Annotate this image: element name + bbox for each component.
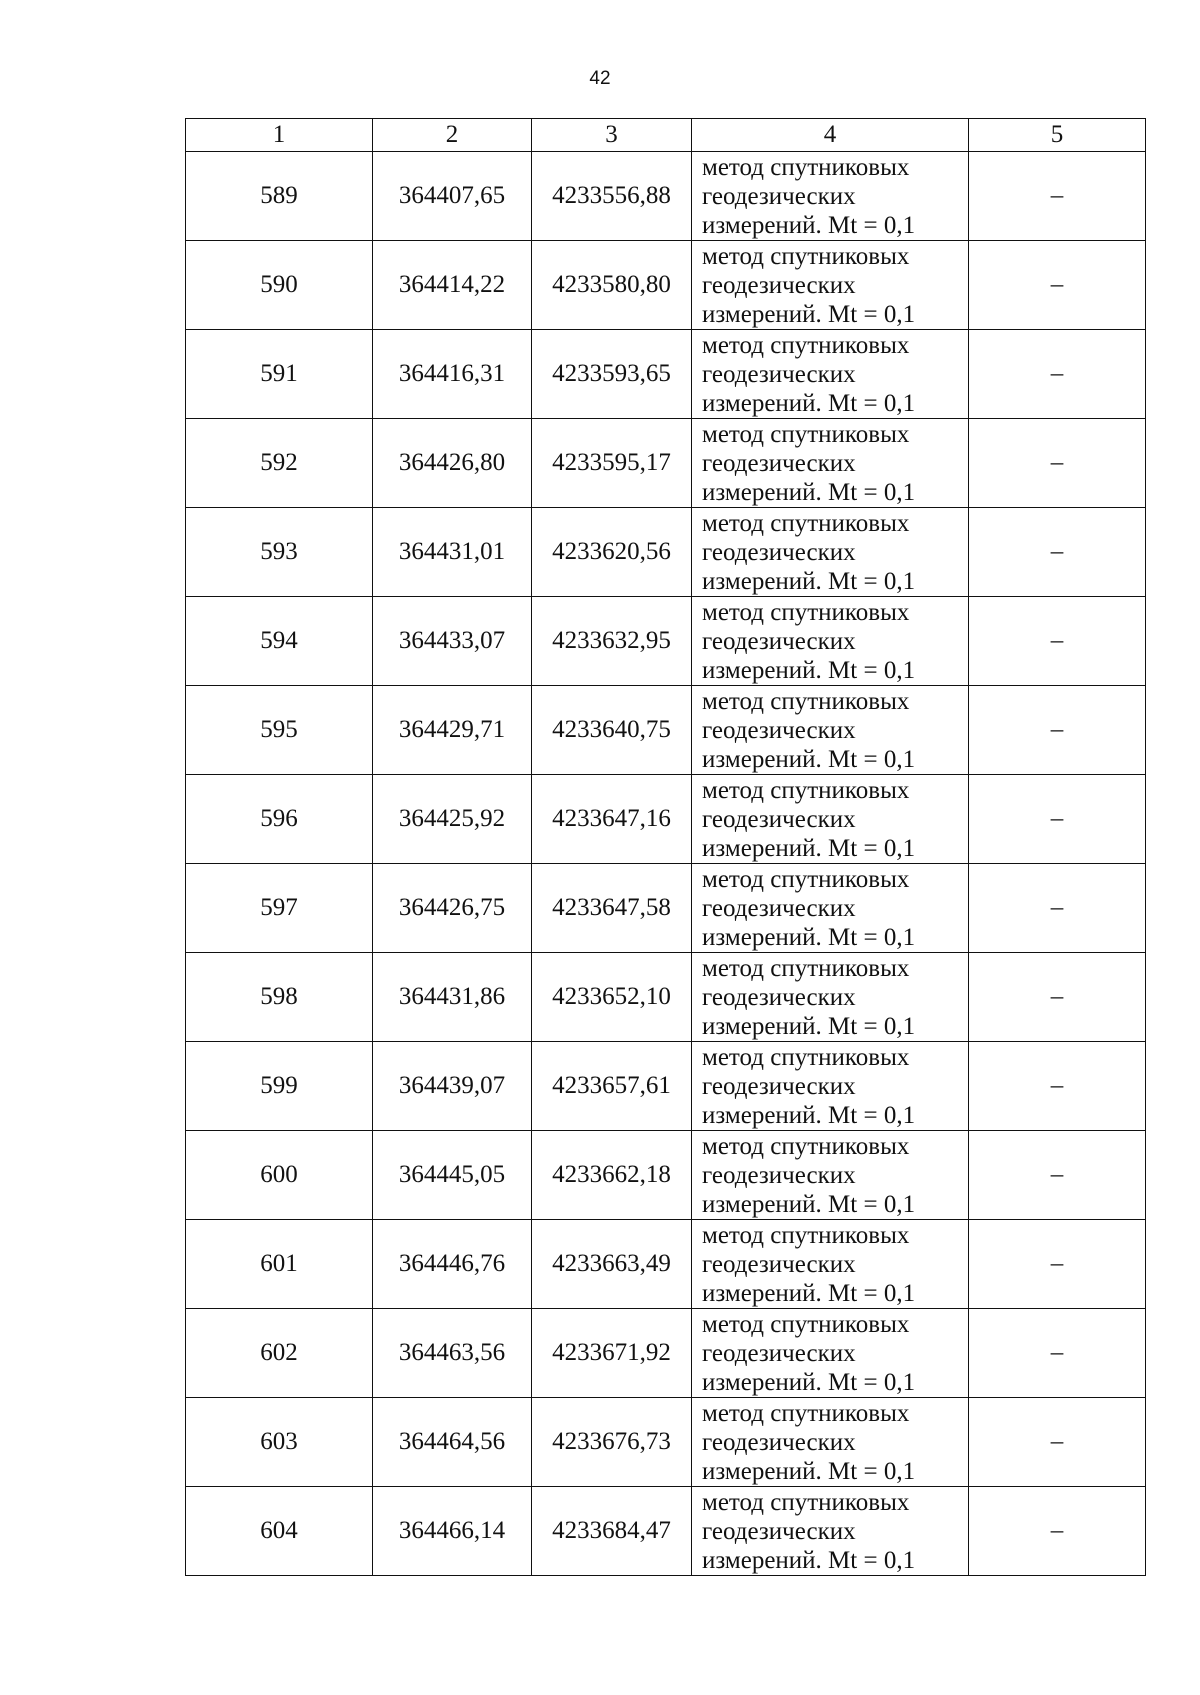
column-header-2: 2 bbox=[373, 119, 532, 152]
method-line: метод спутниковых bbox=[702, 1488, 910, 1516]
method-line: геодезических bbox=[702, 1339, 856, 1367]
x-coordinate-cell: 364445,05 bbox=[373, 1131, 532, 1220]
table-row bbox=[186, 508, 1146, 597]
x-coordinate-cell: 364429,71 bbox=[373, 686, 532, 775]
method-cell bbox=[692, 1309, 969, 1398]
method-line: геодезических bbox=[702, 805, 856, 833]
point-number-cell: 594 bbox=[186, 597, 373, 686]
method-line: измерений. Mt = 0,1 bbox=[702, 1012, 916, 1040]
method-cell bbox=[692, 241, 969, 330]
method-line: метод спутниковых bbox=[702, 1221, 910, 1249]
method-line: метод спутниковых bbox=[702, 598, 910, 626]
x-coordinate-cell: 364433,07 bbox=[373, 597, 532, 686]
note-cell: – bbox=[969, 1042, 1146, 1131]
method-line: измерений. Mt = 0,1 bbox=[702, 389, 916, 417]
note-cell: – bbox=[969, 508, 1146, 597]
method-line: геодезических bbox=[702, 1428, 856, 1456]
method-line: метод спутниковых bbox=[702, 865, 910, 893]
point-number-cell: 597 bbox=[186, 864, 373, 953]
note-cell: – bbox=[969, 686, 1146, 775]
note-cell: – bbox=[969, 775, 1146, 864]
method-line: измерений. Mt = 0,1 bbox=[702, 478, 916, 506]
method-line: измерений. Mt = 0,1 bbox=[702, 834, 916, 862]
method-line: геодезических bbox=[702, 716, 856, 744]
method-cell bbox=[692, 508, 969, 597]
point-number-cell: 599 bbox=[186, 1042, 373, 1131]
method-line: метод спутниковых bbox=[702, 954, 910, 982]
method-line: геодезических bbox=[702, 894, 856, 922]
method-cell bbox=[692, 597, 969, 686]
header-row bbox=[186, 119, 1146, 152]
method-line: измерений. Mt = 0,1 bbox=[702, 1190, 916, 1218]
note-cell: – bbox=[969, 419, 1146, 508]
point-number-cell: 604 bbox=[186, 1487, 373, 1576]
method-line: метод спутниковых bbox=[702, 1043, 910, 1071]
method-line: геодезических bbox=[702, 182, 856, 210]
y-coordinate-cell: 4233663,49 bbox=[532, 1220, 692, 1309]
point-number-cell: 593 bbox=[186, 508, 373, 597]
x-coordinate-cell: 364416,31 bbox=[373, 330, 532, 419]
method-line: геодезических bbox=[702, 360, 856, 388]
method-line: измерений. Mt = 0,1 bbox=[702, 1457, 916, 1485]
note-cell: – bbox=[969, 152, 1146, 241]
method-cell bbox=[692, 1131, 969, 1220]
method-line: метод спутниковых bbox=[702, 1132, 910, 1160]
method-cell bbox=[692, 1042, 969, 1131]
x-coordinate-cell: 364431,01 bbox=[373, 508, 532, 597]
method-line: геодезических bbox=[702, 983, 856, 1011]
y-coordinate-cell: 4233580,80 bbox=[532, 241, 692, 330]
y-coordinate-cell: 4233657,61 bbox=[532, 1042, 692, 1131]
note-cell: – bbox=[969, 1309, 1146, 1398]
x-coordinate-cell: 364414,22 bbox=[373, 241, 532, 330]
method-line: измерений. Mt = 0,1 bbox=[702, 1546, 916, 1574]
table-row bbox=[186, 953, 1146, 1042]
y-coordinate-cell: 4233676,73 bbox=[532, 1398, 692, 1487]
x-coordinate-cell: 364463,56 bbox=[373, 1309, 532, 1398]
method-line: метод спутниковых bbox=[702, 420, 910, 448]
method-cell bbox=[692, 864, 969, 953]
table-row bbox=[186, 1487, 1146, 1576]
method-line: геодезических bbox=[702, 271, 856, 299]
note-cell: – bbox=[969, 330, 1146, 419]
x-coordinate-cell: 364431,86 bbox=[373, 953, 532, 1042]
coordinates-table bbox=[185, 118, 1146, 1576]
point-number-cell: 595 bbox=[186, 686, 373, 775]
table-row bbox=[186, 1042, 1146, 1131]
point-number-cell: 598 bbox=[186, 953, 373, 1042]
table-row bbox=[186, 1398, 1146, 1487]
table-row bbox=[186, 241, 1146, 330]
point-number-cell: 603 bbox=[186, 1398, 373, 1487]
note-cell: – bbox=[969, 864, 1146, 953]
method-cell bbox=[692, 419, 969, 508]
table-row bbox=[186, 686, 1146, 775]
y-coordinate-cell: 4233593,65 bbox=[532, 330, 692, 419]
y-coordinate-cell: 4233647,16 bbox=[532, 775, 692, 864]
point-number-cell: 600 bbox=[186, 1131, 373, 1220]
note-cell: – bbox=[969, 1398, 1146, 1487]
method-cell bbox=[692, 953, 969, 1042]
method-line: метод спутниковых bbox=[702, 687, 910, 715]
table-row bbox=[186, 775, 1146, 864]
method-line: метод спутниковых bbox=[702, 1310, 910, 1338]
table-row bbox=[186, 864, 1146, 953]
note-cell: – bbox=[969, 241, 1146, 330]
method-cell bbox=[692, 775, 969, 864]
method-line: геодезических bbox=[702, 627, 856, 655]
method-line: измерений. Mt = 0,1 bbox=[702, 656, 916, 684]
table-row bbox=[186, 1220, 1146, 1309]
point-number-cell: 592 bbox=[186, 419, 373, 508]
y-coordinate-cell: 4233620,56 bbox=[532, 508, 692, 597]
y-coordinate-cell: 4233652,10 bbox=[532, 953, 692, 1042]
method-line: метод спутниковых bbox=[702, 153, 910, 181]
y-coordinate-cell: 4233647,58 bbox=[532, 864, 692, 953]
x-coordinate-cell: 364466,14 bbox=[373, 1487, 532, 1576]
y-coordinate-cell: 4233662,18 bbox=[532, 1131, 692, 1220]
method-line: геодезических bbox=[702, 1161, 856, 1189]
method-cell bbox=[692, 1398, 969, 1487]
method-cell bbox=[692, 330, 969, 419]
note-cell: – bbox=[969, 953, 1146, 1042]
y-coordinate-cell: 4233632,95 bbox=[532, 597, 692, 686]
method-cell bbox=[692, 1487, 969, 1576]
method-line: геодезических bbox=[702, 1250, 856, 1278]
table-row bbox=[186, 1131, 1146, 1220]
table-row bbox=[186, 330, 1146, 419]
method-line: измерений. Mt = 0,1 bbox=[702, 567, 916, 595]
method-line: метод спутниковых bbox=[702, 242, 910, 270]
method-line: измерений. Mt = 0,1 bbox=[702, 1368, 916, 1396]
method-cell bbox=[692, 1220, 969, 1309]
method-line: измерений. Mt = 0,1 bbox=[702, 1101, 916, 1129]
point-number-cell: 589 bbox=[186, 152, 373, 241]
point-number-cell: 590 bbox=[186, 241, 373, 330]
x-coordinate-cell: 364426,75 bbox=[373, 864, 532, 953]
method-line: измерений. Mt = 0,1 bbox=[702, 745, 916, 773]
table-body bbox=[186, 152, 1146, 1576]
method-line: измерений. Mt = 0,1 bbox=[702, 211, 916, 239]
y-coordinate-cell: 4233556,88 bbox=[532, 152, 692, 241]
y-coordinate-cell: 4233684,47 bbox=[532, 1487, 692, 1576]
column-header-5: 5 bbox=[969, 119, 1146, 152]
x-coordinate-cell: 364407,65 bbox=[373, 152, 532, 241]
note-cell: – bbox=[969, 597, 1146, 686]
y-coordinate-cell: 4233595,17 bbox=[532, 419, 692, 508]
method-line: измерений. Mt = 0,1 bbox=[702, 923, 916, 951]
table-row bbox=[186, 152, 1146, 241]
column-header-1: 1 bbox=[186, 119, 373, 152]
method-line: метод спутниковых bbox=[702, 1399, 910, 1427]
method-line: геодезических bbox=[702, 1072, 856, 1100]
y-coordinate-cell: 4233640,75 bbox=[532, 686, 692, 775]
x-coordinate-cell: 364426,80 bbox=[373, 419, 532, 508]
method-line: геодезических bbox=[702, 1517, 856, 1545]
table-row bbox=[186, 597, 1146, 686]
method-line: измерений. Mt = 0,1 bbox=[702, 300, 916, 328]
page-number: 42 bbox=[589, 68, 611, 89]
point-number-cell: 602 bbox=[186, 1309, 373, 1398]
method-cell bbox=[692, 152, 969, 241]
method-line: измерений. Mt = 0,1 bbox=[702, 1279, 916, 1307]
note-cell: – bbox=[969, 1487, 1146, 1576]
method-cell bbox=[692, 686, 969, 775]
method-line: метод спутниковых bbox=[702, 331, 910, 359]
column-header-3: 3 bbox=[532, 119, 692, 152]
x-coordinate-cell: 364425,92 bbox=[373, 775, 532, 864]
method-line: геодезических bbox=[702, 449, 856, 477]
point-number-cell: 591 bbox=[186, 330, 373, 419]
point-number-cell: 601 bbox=[186, 1220, 373, 1309]
note-cell: – bbox=[969, 1220, 1146, 1309]
y-coordinate-cell: 4233671,92 bbox=[532, 1309, 692, 1398]
column-header-4: 4 bbox=[692, 119, 969, 152]
x-coordinate-cell: 364464,56 bbox=[373, 1398, 532, 1487]
x-coordinate-cell: 364446,76 bbox=[373, 1220, 532, 1309]
note-cell: – bbox=[969, 1131, 1146, 1220]
method-line: метод спутниковых bbox=[702, 509, 910, 537]
method-line: геодезических bbox=[702, 538, 856, 566]
method-line: метод спутниковых bbox=[702, 776, 910, 804]
table-row bbox=[186, 419, 1146, 508]
point-number-cell: 596 bbox=[186, 775, 373, 864]
table-header bbox=[186, 119, 1146, 152]
table-row bbox=[186, 1309, 1146, 1398]
x-coordinate-cell: 364439,07 bbox=[373, 1042, 532, 1131]
